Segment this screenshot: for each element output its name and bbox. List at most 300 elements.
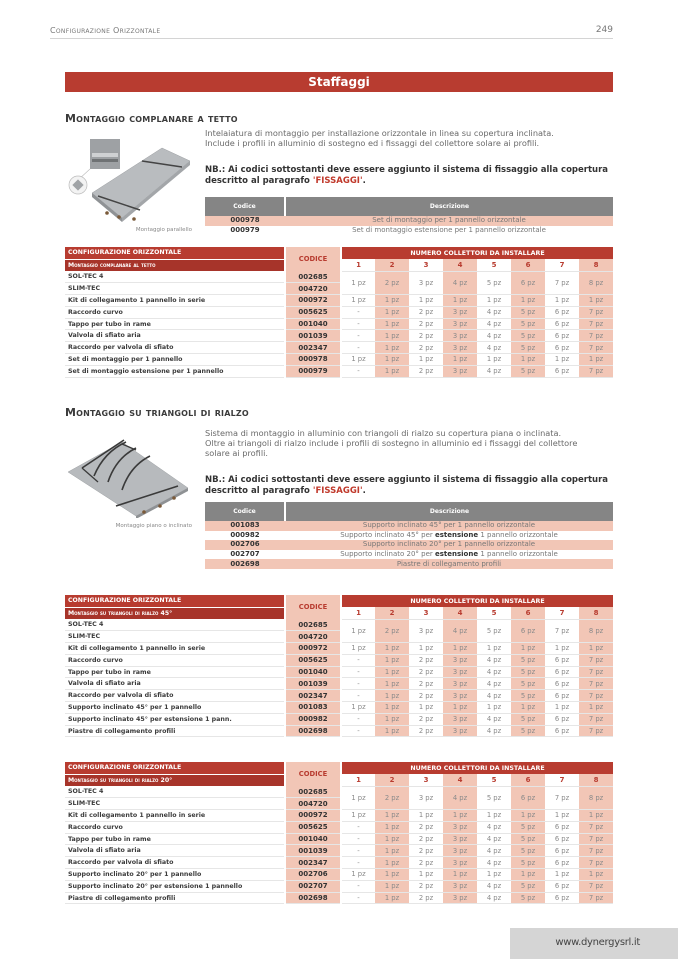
quantity-cell: 1 pz — [341, 643, 375, 655]
column-header-collector-count: 6 — [511, 607, 545, 619]
description-cell: Set di montaggio per 1 pannello orizzontale — [285, 216, 613, 226]
note-link-fissaggi[interactable]: 'FISSAGGI' — [312, 485, 363, 496]
column-header-collector-count: 5 — [477, 774, 511, 786]
quantity-cell: 5 pz — [511, 342, 545, 354]
table-row — [65, 654, 613, 666]
section-banner: Staffaggi — [65, 72, 613, 92]
quantity-cell: 5 pz — [511, 857, 545, 869]
note-link-fissaggi[interactable]: 'FISSAGGI' — [312, 175, 363, 186]
column-header-codice: Codice — [205, 197, 285, 216]
quantity-cell: 4 pz — [443, 271, 477, 295]
quantity-cell: 8 pz — [579, 619, 613, 643]
description-line: Oltre ai triangoli di rialzo include i profili di sostegno in alluminio ed i fissaggi del collettore — [205, 438, 578, 448]
quantity-cell: 6 pz — [545, 880, 579, 892]
quantity-cell: 3 pz — [443, 342, 477, 354]
row-label: Valvola di sfiato aria — [65, 330, 285, 342]
description-cell — [285, 531, 613, 541]
quantity-cell: 6 pz — [545, 690, 579, 702]
quantity-cell: 7 pz — [579, 892, 613, 904]
row-label: Raccordo per valvola di sfiato — [65, 857, 285, 869]
quantity-cell: 2 pz — [409, 880, 443, 892]
quantity-cell: 1 pz — [477, 810, 511, 822]
quantity-cell: - — [341, 678, 375, 690]
config-table-complanare — [65, 247, 613, 378]
column-header-descrizione: Descrizione — [285, 502, 613, 521]
row-label: Valvola di sfiato aria — [65, 845, 285, 857]
quantity-cell: 1 pz — [409, 295, 443, 307]
row-label: Raccordo curvo — [65, 654, 285, 666]
quantity-cell: 2 pz — [409, 342, 443, 354]
quantity-cell: - — [341, 365, 375, 377]
code-cell: 004720 — [285, 798, 341, 810]
quantity-cell: 2 pz — [375, 271, 409, 295]
quantity-cell: - — [341, 666, 375, 678]
quantity-cell: 5 pz — [511, 318, 545, 330]
quantity-cell: 7 pz — [545, 271, 579, 295]
quantity-cell: 3 pz — [443, 654, 477, 666]
quantity-cell: 3 pz — [443, 690, 477, 702]
quantity-cell: 1 pz — [375, 702, 409, 714]
quantity-cell: 1 pz — [409, 869, 443, 881]
quantity-cell: 1 pz — [375, 833, 409, 845]
quantity-cell: 5 pz — [511, 821, 545, 833]
code-cell: 000978 — [205, 216, 285, 226]
row-label: Supporto inclinato 20° per estensione 1 pannello — [65, 880, 285, 892]
quantity-cell: 6 pz — [511, 271, 545, 295]
quantity-cell: 4 pz — [477, 725, 511, 737]
quantity-cell: - — [341, 330, 375, 342]
quantity-cell: 1 pz — [545, 643, 579, 655]
page-header-title: Configurazione Orizzontale — [50, 26, 161, 35]
quantity-cell: 1 pz — [443, 354, 477, 366]
quantity-cell: 1 pz — [579, 354, 613, 366]
quantity-cell: 5 pz — [511, 330, 545, 342]
code-cell: 000972 — [285, 810, 341, 822]
quantity-cell: 2 pz — [409, 306, 443, 318]
section-title-complanare: Montaggio complanare a tetto — [65, 112, 238, 125]
row-label: Kit di collegamento 1 pannello in serie — [65, 643, 285, 655]
quantity-cell: 1 pz — [375, 690, 409, 702]
quantity-cell: 1 pz — [341, 786, 375, 810]
code-cell: 002707 — [230, 550, 260, 559]
table-row — [65, 354, 613, 366]
quantity-cell: 7 pz — [579, 725, 613, 737]
quantity-cell: 3 pz — [443, 845, 477, 857]
code-cell: 002685 — [285, 786, 341, 798]
quantity-cell: 1 pz — [341, 295, 375, 307]
quantity-cell: 4 pz — [477, 821, 511, 833]
quantity-cell: - — [341, 654, 375, 666]
quantity-cell: 4 pz — [477, 365, 511, 377]
code-cell: 005625 — [285, 821, 341, 833]
quantity-cell: 2 pz — [409, 725, 443, 737]
note-text: NB.: Ai codici sottostanti deve essere aggiunto il sistema di fissaggio alla copertura descritto al paragrafo — [205, 475, 609, 496]
table-header-mounting-type: Montaggio complanare al tetto — [65, 259, 285, 271]
quantity-cell: 5 pz — [511, 845, 545, 857]
row-label: Raccordo curvo — [65, 821, 285, 833]
quantity-cell: 7 pz — [579, 306, 613, 318]
quantity-cell: - — [341, 342, 375, 354]
table-row — [65, 786, 613, 798]
table-row — [65, 306, 613, 318]
quantity-cell: - — [341, 690, 375, 702]
column-header-collector-count: 5 — [477, 607, 511, 619]
image-caption-parallel: Montaggio parallello — [135, 227, 192, 233]
quantity-cell: 1 pz — [375, 654, 409, 666]
code-cell: 001083 — [205, 521, 285, 531]
code-cell: 000978 — [285, 354, 341, 366]
quantity-cell: 1 pz — [409, 354, 443, 366]
code-cell: 002347 — [285, 342, 341, 354]
table-header-mounting-type: Montaggio su triangoli di rialzo 45° — [65, 607, 285, 619]
quantity-cell: 7 pz — [579, 833, 613, 845]
quantity-cell: 2 pz — [409, 318, 443, 330]
column-header-collector-count: 4 — [443, 607, 477, 619]
quantity-cell: 1 pz — [477, 295, 511, 307]
triangle-mounting-image — [64, 430, 192, 518]
quantity-cell: 1 pz — [443, 702, 477, 714]
quantity-cell: 1 pz — [477, 869, 511, 881]
row-label: Set di montaggio estensione per 1 pannello — [65, 365, 285, 377]
column-header-collector-count: 6 — [511, 259, 545, 271]
table-row — [205, 216, 613, 226]
column-header-collector-count: 7 — [545, 607, 579, 619]
description-line: solare ai profili. — [205, 448, 268, 458]
quantity-cell: 6 pz — [545, 654, 579, 666]
quantity-cell: 7 pz — [579, 365, 613, 377]
quantity-cell: 6 pz — [545, 306, 579, 318]
quantity-cell: 1 pz — [579, 295, 613, 307]
quantity-cell: 5 pz — [477, 271, 511, 295]
row-label: Supporto inclinato 45° per estensione 1 pann. — [65, 713, 285, 725]
quantity-cell: 1 pz — [579, 643, 613, 655]
desc-text: Supporto inclinato 20° per 1 pannello orizzontale — [362, 540, 536, 549]
description-cell — [285, 521, 613, 531]
column-header-collector-count: 8 — [579, 259, 613, 271]
row-label: Supporto inclinato 20° per 1 pannello — [65, 869, 285, 881]
quantity-cell: 1 pz — [375, 713, 409, 725]
quantity-cell: 6 pz — [545, 342, 579, 354]
table-row — [65, 857, 613, 869]
quantity-cell: 8 pz — [579, 271, 613, 295]
quantity-cell: 3 pz — [443, 318, 477, 330]
quantity-cell: 6 pz — [511, 619, 545, 643]
quantity-cell: 1 pz — [545, 354, 579, 366]
code-cell: 002706 — [205, 540, 285, 550]
table-row — [65, 833, 613, 845]
quantity-cell: 7 pz — [579, 821, 613, 833]
desc-bold: estensione — [434, 550, 479, 559]
quantity-cell: 5 pz — [511, 880, 545, 892]
column-header-collector-count: 2 — [375, 774, 409, 786]
quantity-cell: 3 pz — [443, 713, 477, 725]
quantity-cell: 1 pz — [477, 643, 511, 655]
quantity-cell: 5 pz — [511, 725, 545, 737]
quantity-cell: 3 pz — [443, 306, 477, 318]
code-cell: 000979 — [230, 225, 260, 234]
quantity-cell: 2 pz — [409, 654, 443, 666]
quantity-cell: 7 pz — [579, 880, 613, 892]
quantity-cell: 1 pz — [341, 271, 375, 295]
quantity-cell: 5 pz — [511, 713, 545, 725]
table-row — [65, 725, 613, 737]
table-row — [65, 880, 613, 892]
quantity-cell: 1 pz — [375, 880, 409, 892]
quantity-cell: 4 pz — [443, 619, 477, 643]
code-table-complanare — [205, 197, 613, 235]
table-row — [65, 810, 613, 822]
code-cell: 001039 — [285, 330, 341, 342]
table-row — [205, 521, 613, 531]
column-header-collector-count: 3 — [409, 774, 443, 786]
quantity-cell: 4 pz — [477, 690, 511, 702]
quantity-cell: 6 pz — [545, 833, 579, 845]
row-label: Valvola di sfiato aria — [65, 678, 285, 690]
quantity-cell: 1 pz — [409, 810, 443, 822]
note-end: . — [362, 485, 366, 496]
section2-note — [205, 475, 615, 496]
quantity-cell: 4 pz — [477, 654, 511, 666]
description-line: Intelaiatura di montaggio per installazione orizzontale in linea su copertura inclinata. — [205, 128, 554, 138]
quantity-cell: 1 pz — [341, 810, 375, 822]
row-label: Piastre di collegamento profili — [65, 725, 285, 737]
quantity-cell: 3 pz — [443, 821, 477, 833]
quantity-cell: 1 pz — [443, 643, 477, 655]
quantity-cell: 7 pz — [579, 713, 613, 725]
column-header-codice: CODICE — [285, 595, 341, 619]
quantity-cell: 4 pz — [477, 892, 511, 904]
code-cell: 002685 — [285, 619, 341, 631]
quantity-cell: 5 pz — [511, 690, 545, 702]
row-label: Raccordo curvo — [65, 306, 285, 318]
table-header-config: CONFIGURAZIONE ORIZZONTALE — [65, 247, 285, 259]
quantity-cell: 1 pz — [375, 666, 409, 678]
desc-text: Supporto inclinato 45° per 1 pannello orizzontale — [362, 521, 536, 530]
quantity-cell: 2 pz — [409, 845, 443, 857]
quantity-cell: 1 pz — [375, 810, 409, 822]
code-cell: 002347 — [285, 857, 341, 869]
quantity-cell: 3 pz — [443, 678, 477, 690]
desc-text: 1 pannello orizzontale — [478, 550, 558, 559]
quantity-cell: 5 pz — [511, 833, 545, 845]
code-cell: 002347 — [285, 690, 341, 702]
quantity-cell: 4 pz — [477, 318, 511, 330]
column-header-descrizione: Descrizione — [285, 197, 613, 216]
code-cell: 004720 — [285, 283, 341, 295]
row-label: Tappo per tubo in rame — [65, 318, 285, 330]
table-row — [65, 365, 613, 377]
code-cell: 002698 — [285, 892, 341, 904]
website-link[interactable]: www.dynergysrl.it — [555, 937, 640, 948]
quantity-cell: 1 pz — [579, 702, 613, 714]
image-caption-inclined: Montaggio piano o inclinato — [115, 523, 192, 529]
row-label: Raccordo per valvola di sfiato — [65, 690, 285, 702]
section1-note — [205, 165, 615, 186]
quantity-cell: 4 pz — [477, 342, 511, 354]
quantity-cell: - — [341, 880, 375, 892]
quantity-cell: 5 pz — [511, 365, 545, 377]
quantity-cell: 1 pz — [375, 725, 409, 737]
row-label: Raccordo per valvola di sfiato — [65, 342, 285, 354]
quantity-cell: 6 pz — [545, 725, 579, 737]
code-cell: 000982 — [230, 530, 260, 539]
quantity-cell: - — [341, 892, 375, 904]
table-row — [65, 821, 613, 833]
column-header-codice: Codice — [205, 502, 285, 521]
column-header-numero-collettori: NUMERO COLLETTORI DA INSTALLARE — [341, 247, 613, 259]
code-cell: 002707 — [285, 880, 341, 892]
quantity-cell: 6 pz — [545, 666, 579, 678]
table-row — [65, 690, 613, 702]
row-label: SOL-TEC 4 — [65, 619, 285, 631]
quantity-cell: 3 pz — [443, 365, 477, 377]
quantity-cell: 6 pz — [545, 713, 579, 725]
quantity-cell: 4 pz — [477, 857, 511, 869]
quantity-cell: 1 pz — [443, 295, 477, 307]
quantity-cell: 1 pz — [341, 702, 375, 714]
quantity-cell: 7 pz — [579, 666, 613, 678]
code-cell: 000982 — [285, 713, 341, 725]
description-line: Include i profili in alluminio di sostegno ed i fissaggi del collettore solare ai profili. — [205, 138, 540, 148]
quantity-cell: 7 pz — [579, 690, 613, 702]
code-cell: 004720 — [285, 631, 341, 643]
column-header-collector-count: 2 — [375, 259, 409, 271]
quantity-cell: 3 pz — [443, 330, 477, 342]
table-row — [65, 678, 613, 690]
quantity-cell: 2 pz — [409, 690, 443, 702]
quantity-cell: 1 pz — [545, 810, 579, 822]
quantity-cell: - — [341, 318, 375, 330]
quantity-cell: 1 pz — [375, 869, 409, 881]
row-label: SLIM-TEC — [65, 631, 285, 643]
quantity-cell: 7 pz — [579, 330, 613, 342]
row-label: Kit di collegamento 1 pannello in serie — [65, 810, 285, 822]
table-row — [65, 869, 613, 881]
section1-description — [205, 128, 615, 148]
column-header-collector-count: 1 — [341, 259, 375, 271]
table-row — [65, 271, 613, 283]
quantity-cell: 1 pz — [375, 892, 409, 904]
column-header-collector-count: 3 — [409, 259, 443, 271]
column-header-collector-count: 8 — [579, 607, 613, 619]
quantity-cell: 4 pz — [477, 678, 511, 690]
row-label: SLIM-TEC — [65, 283, 285, 295]
desc-text: Supporto inclinato 20° per — [340, 550, 435, 559]
quantity-cell: 3 pz — [443, 725, 477, 737]
column-header-collector-count: 1 — [341, 607, 375, 619]
quantity-cell: 1 pz — [443, 810, 477, 822]
desc-bold: estensione — [434, 530, 479, 539]
column-header-collector-count: 7 — [545, 774, 579, 786]
config-table-triangoli-45 — [65, 595, 613, 737]
quantity-cell: 1 pz — [409, 643, 443, 655]
quantity-cell: - — [341, 821, 375, 833]
table-header-config: CONFIGURAZIONE ORIZZONTALE — [65, 762, 285, 774]
quantity-cell: 5 pz — [511, 678, 545, 690]
quantity-cell: 2 pz — [409, 365, 443, 377]
table-row — [65, 342, 613, 354]
quantity-cell: 2 pz — [409, 330, 443, 342]
quantity-cell: 1 pz — [375, 330, 409, 342]
code-cell: 002685 — [285, 271, 341, 283]
table-header-mounting-type: Montaggio su triangoli di rialzo 20° — [65, 774, 285, 786]
table-row — [65, 845, 613, 857]
quantity-cell: 2 pz — [409, 821, 443, 833]
quantity-cell: 1 pz — [511, 295, 545, 307]
table-row — [65, 713, 613, 725]
column-header-collector-count: 4 — [443, 259, 477, 271]
code-cell: 001039 — [285, 678, 341, 690]
row-label: SOL-TEC 4 — [65, 786, 285, 798]
quantity-cell: 3 pz — [443, 833, 477, 845]
code-cell: 001083 — [285, 702, 341, 714]
quantity-cell: 4 pz — [477, 833, 511, 845]
column-header-collector-count: 5 — [477, 259, 511, 271]
code-cell: 001040 — [285, 666, 341, 678]
table-row — [205, 559, 613, 569]
code-cell: 001040 — [285, 833, 341, 845]
column-header-collector-count: 3 — [409, 607, 443, 619]
quantity-cell: 1 pz — [477, 354, 511, 366]
table-row — [205, 540, 613, 550]
quantity-cell: 1 pz — [545, 295, 579, 307]
row-label: SOL-TEC 4 — [65, 271, 285, 283]
quantity-cell: 1 pz — [375, 643, 409, 655]
quantity-cell: 7 pz — [579, 678, 613, 690]
footer-website-box — [510, 928, 678, 959]
quantity-cell: 1 pz — [341, 619, 375, 643]
quantity-cell: 3 pz — [443, 666, 477, 678]
row-label: Tappo per tubo in rame — [65, 833, 285, 845]
table-row — [65, 892, 613, 904]
quantity-cell: 2 pz — [409, 678, 443, 690]
column-header-collector-count: 1 — [341, 774, 375, 786]
desc-text: Supporto inclinato 45° per — [340, 530, 435, 539]
quantity-cell: 6 pz — [545, 892, 579, 904]
quantity-cell: 2 pz — [375, 619, 409, 643]
quantity-cell: 5 pz — [511, 892, 545, 904]
quantity-cell: 5 pz — [477, 786, 511, 810]
quantity-cell: 1 pz — [511, 869, 545, 881]
quantity-cell: 7 pz — [579, 845, 613, 857]
quantity-cell: 4 pz — [477, 666, 511, 678]
desc-text: 1 pannello orizzontale — [478, 530, 558, 539]
note-end: . — [362, 175, 366, 186]
quantity-cell: 1 pz — [375, 365, 409, 377]
table-row — [65, 318, 613, 330]
row-label: SLIM-TEC — [65, 798, 285, 810]
code-cell: 005625 — [285, 654, 341, 666]
code-table-triangoli — [205, 502, 613, 569]
column-header-collector-count: 8 — [579, 774, 613, 786]
quantity-cell: 1 pz — [545, 869, 579, 881]
table-row — [65, 295, 613, 307]
column-header-codice: CODICE — [285, 247, 341, 271]
quantity-cell: 8 pz — [579, 786, 613, 810]
code-cell: 002698 — [205, 559, 285, 569]
mounting-frame-parallel-image — [62, 133, 192, 223]
description-line: Sistema di montaggio in alluminio con triangoli di rialzo su copertura piana o inclinata. — [205, 428, 562, 438]
section-title-triangoli: Montaggio su triangoli di rialzo — [65, 406, 249, 419]
quantity-cell: 2 pz — [409, 666, 443, 678]
table-row — [65, 619, 613, 631]
quantity-cell: 5 pz — [477, 619, 511, 643]
column-header-collector-count: 6 — [511, 774, 545, 786]
row-label: Piastre di collegamento profili — [65, 892, 285, 904]
note-text: NB.: Ai codici sottostanti deve essere aggiunto il sistema di fissaggio alla copertura descritto al paragrafo — [205, 165, 609, 186]
quantity-cell: 1 pz — [511, 702, 545, 714]
column-header-collector-count: 4 — [443, 774, 477, 786]
